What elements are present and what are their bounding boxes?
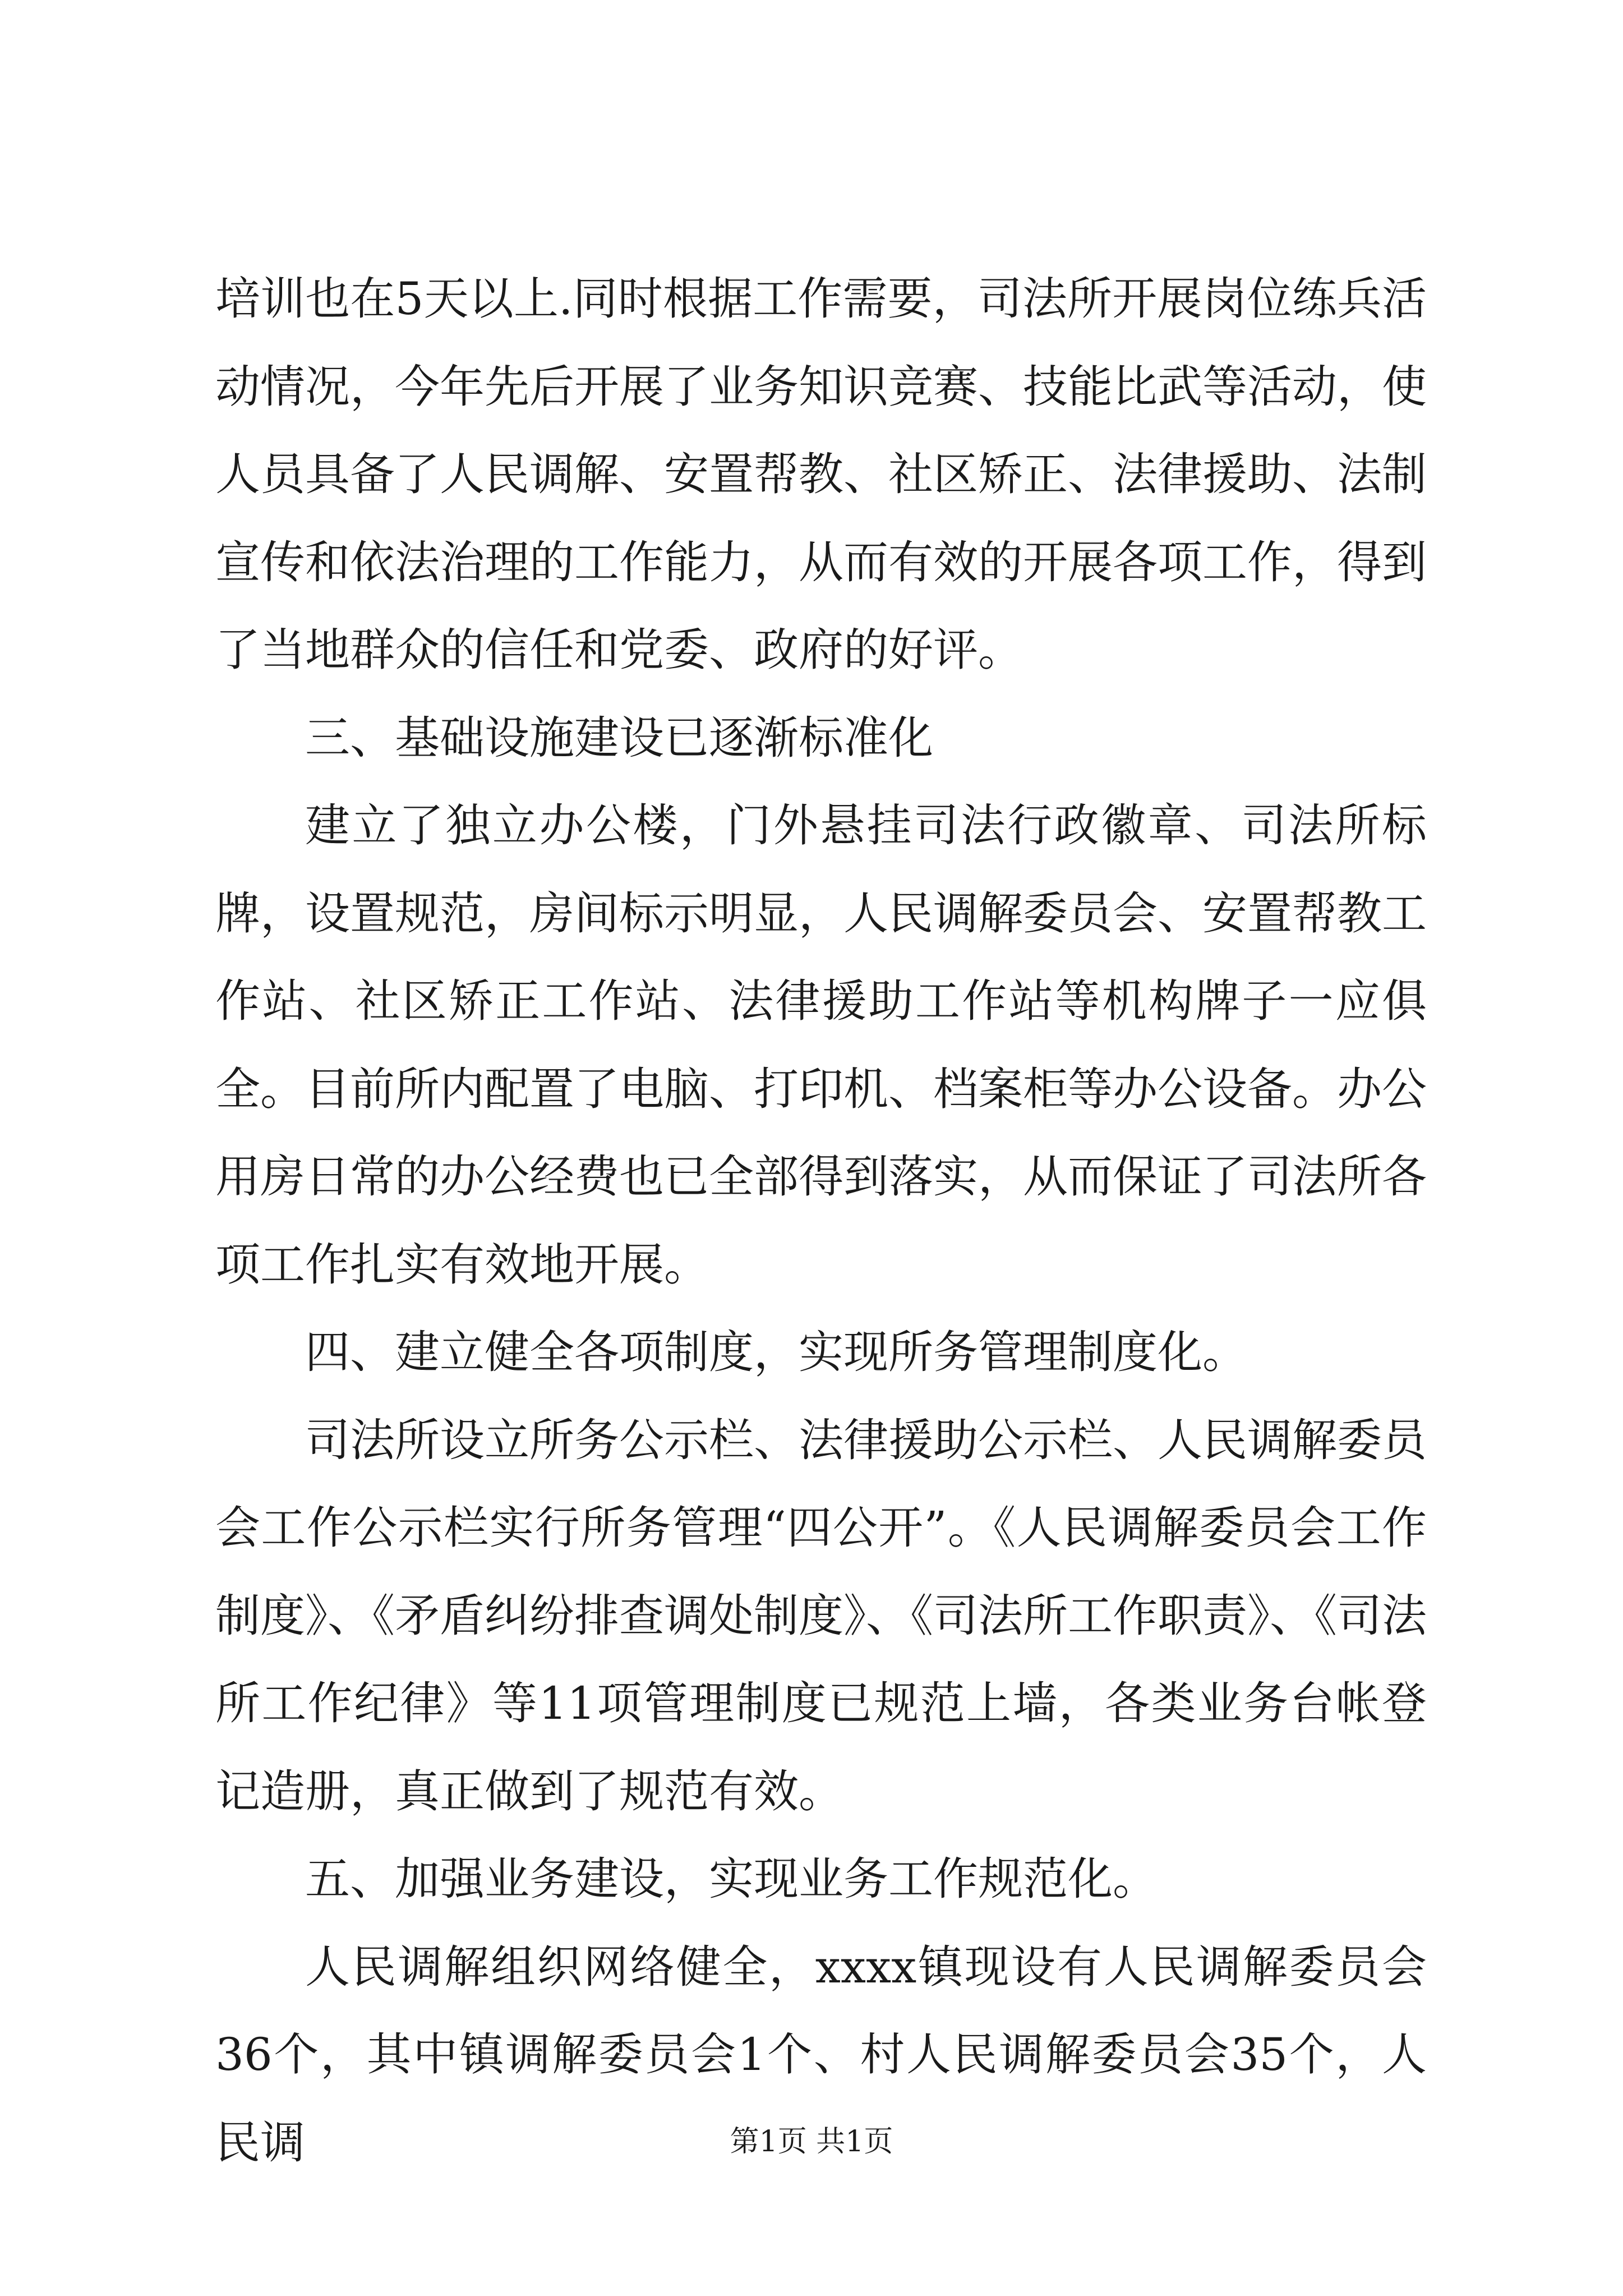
paragraph-training-continued: 培训也在5天以上.同时根据工作需要，司法所开展岗位练兵活动情况，今年先后开展了业务知识竞赛、技能比武等活动，使人员具备了人民调解、安置帮教、社区矫正、法律援助、法制宣传和依法治理的工作能力，从而有效的开展各项工作，得到了当地群众的信任和党委、政府的好评。 — [215, 273, 1427, 676]
paragraph-business: 人民调解组织网络健全，xxxx镇现设有人民调解委员会36个，其中镇调解委员会1个、村人民调解委员会35个，人民调 — [215, 1940, 1427, 2169]
section-heading-infrastructure: 三、基础设施建设已逐渐标准化 — [305, 711, 933, 764]
document-body — [215, 255, 1427, 2187]
section-heading-institutions: 四、建立健全各项制度，实现所务管理制度化。 — [305, 1326, 1247, 1378]
paragraph-institutions: 司法所设立所务公示栏、法律援助公示栏、人民调解委员会工作公示栏实行所务管理“四公开”。《人民调解委员会工作制度》、《矛盾纠纷排查调处制度》、《司法所工作职责》、《司法所工作纪律》等11项管理制度已规范上墙，各类业务台帐登记造册，真正做到了规范有效。 — [215, 1414, 1427, 1818]
page-footer: 第1页 共1页 — [730, 2125, 893, 2159]
paragraph-infrastructure: 建立了独立办公楼，门外悬挂司法行政徽章、司法所标牌，设置规范，房间标示明显，人民调解委员会、安置帮教工作站、社区矫正工作站、法律援助工作站等机构牌子一应俱全。目前所内配置了电脑、打印机、档案柜等办公设备。办公用房日常的办公经费也已全部得到落实，从而保证了司法所各项工作扎实有效地开展。 — [215, 799, 1427, 1291]
section-heading-business: 五、加强业务建设，实现业务工作规范化。 — [305, 1853, 1158, 1905]
